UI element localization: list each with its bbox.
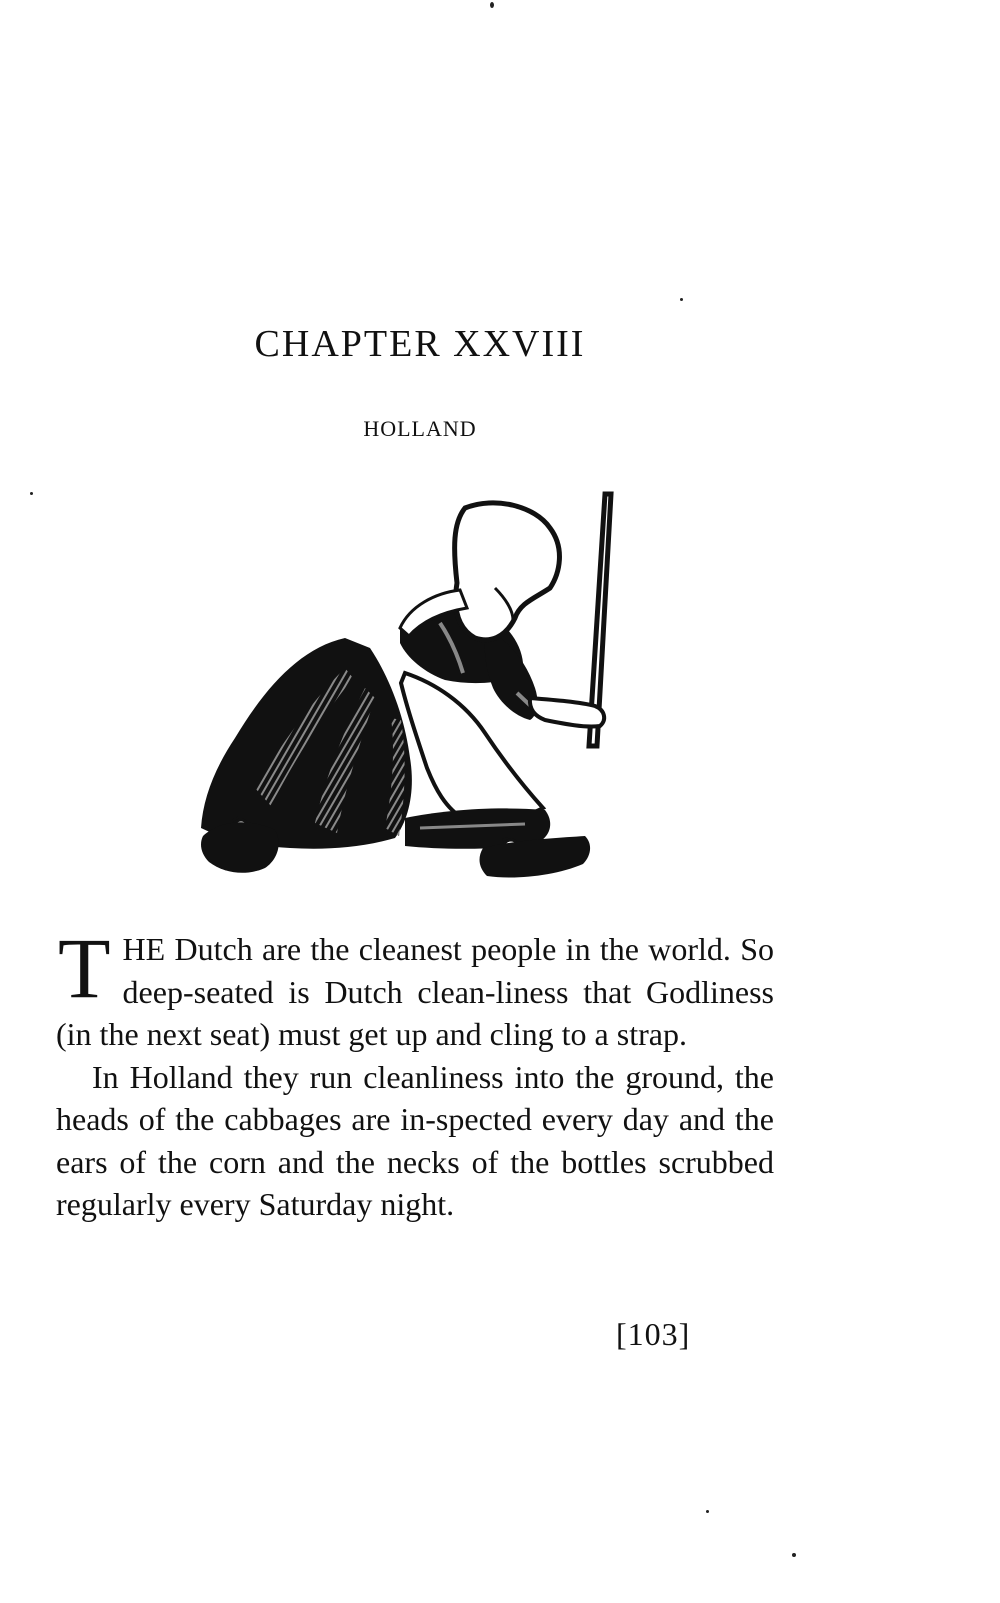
paragraph-1 [56,920,774,1056]
chapter-subtitle: HOLLAND [363,416,477,441]
print-speck [490,2,494,8]
dutch-girl-illustration [195,488,620,898]
print-speck [706,1510,709,1513]
page-number: [103] [616,1316,691,1352]
drop-cap: T [58,920,111,1016]
dutch-girl-with-clogs-and-stick-icon [195,488,620,898]
chapter-heading: CHAPTER XXVIII [254,323,586,365]
paragraph-2: In Holland they run cleanliness into the ground, the heads of the cabbages are in-spected every day and the ears of the corn and the necks of the bottles scrubbed regularly every Saturday night. [56,1058,774,1222]
print-speck [30,492,33,495]
print-speck [680,298,683,301]
body-text [56,920,774,1226]
print-speck [792,1553,796,1557]
paragraph-1-text: HE Dutch are the cleanest people in the world. So deep-seated is Dutch clean-liness that Godliness (in the next seat) must get up and cling to a strap. [56,931,774,1052]
